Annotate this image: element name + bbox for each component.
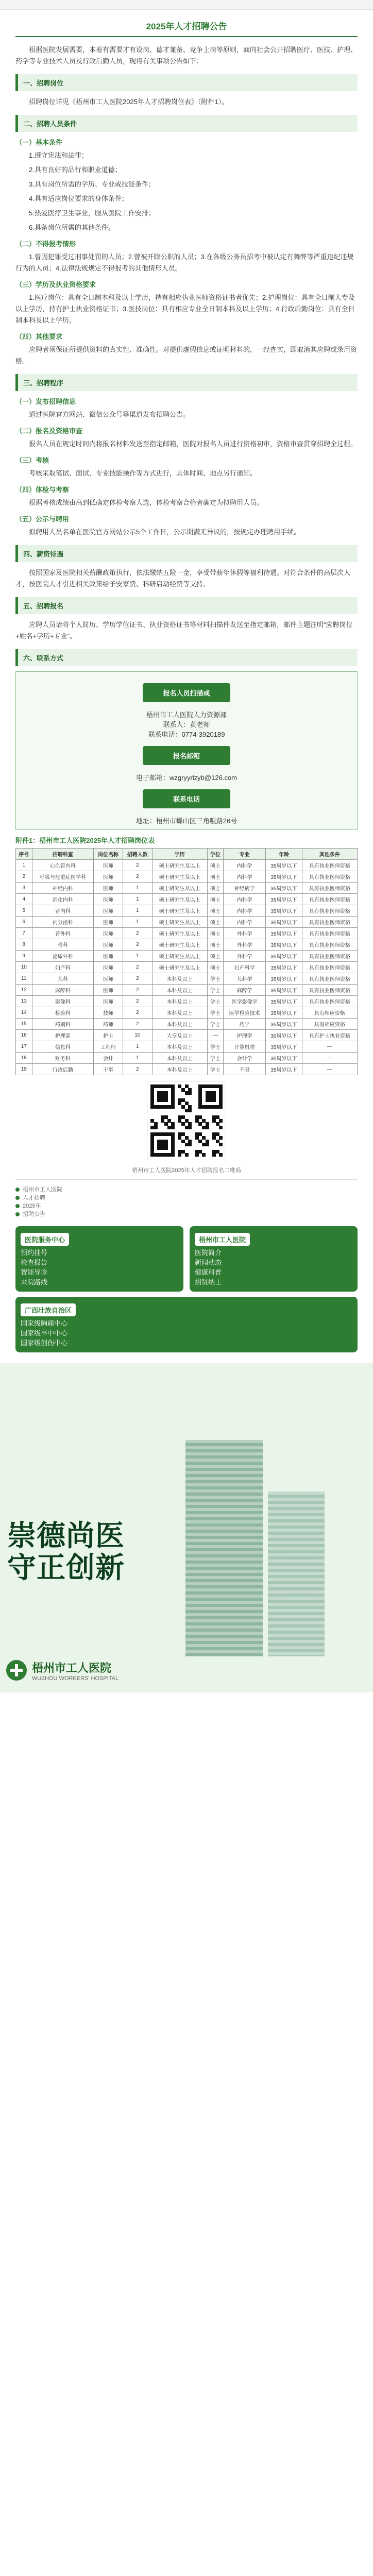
divider (15, 1179, 358, 1180)
table-cell: 医师 (94, 905, 123, 917)
table-cell: 2 (16, 871, 32, 883)
table-cell: 具有执业医师资格 (302, 985, 357, 996)
table-cell: — (302, 1064, 357, 1075)
table-cell: 外科学 (224, 928, 266, 939)
honor-item: 国家级卒中中心 (21, 1329, 68, 1337)
footer-nav (0, 1226, 373, 1352)
bullet-icon (15, 1196, 20, 1200)
table-row (16, 1019, 358, 1030)
table-cell: 2 (123, 1064, 152, 1075)
table-cell: 16 (16, 1030, 32, 1041)
table-cell: 35周岁以下 (266, 917, 302, 928)
table-cell: 硕士研究生及以上 (152, 883, 207, 894)
check-body: 根据考核成绩由高到低确定体检考察人选，体检考察合格者确定为拟聘用人员。 (29, 499, 264, 506)
table-cell: 13 (16, 996, 32, 1007)
table-cell: 35周岁以下 (266, 883, 302, 894)
meta-link[interactable]: 人才招聘 (23, 1195, 45, 1201)
table-cell: 护士 (94, 1030, 123, 1041)
table-cell: 2 (123, 996, 152, 1007)
table-header-cell: 序号 (16, 849, 32, 860)
table-cell: 麻醉学 (224, 985, 266, 996)
table-cell: — (302, 1041, 357, 1053)
table-cell: 硕士 (207, 939, 224, 951)
hospital-card-title: 梧州市工人医院 (195, 1233, 250, 1246)
table-header-cell: 年龄 (266, 849, 302, 860)
publicity-body: 拟聘用人员名单在医院官方网站公示5个工作日，公示期满无异议的，按规定办理聘用手续。 (29, 528, 301, 536)
condition-item: 5.热爱医疗卫生事业，服从医院工作安排； (29, 209, 155, 217)
table-cell: 心血管内科 (32, 860, 94, 871)
service-card-title: 医院服务中心 (21, 1233, 69, 1246)
table-cell: 本科及以上 (152, 1041, 207, 1053)
table-cell: 硕士 (207, 951, 224, 962)
table-cell: 硕士研究生及以上 (152, 871, 207, 883)
table-cell: 行政后勤 (32, 1064, 94, 1075)
table-cell: 医师 (94, 985, 123, 996)
table-cell: 硕士研究生及以上 (152, 962, 207, 973)
table-header-cell: 学历 (152, 849, 207, 860)
table-cell: 妇产科学 (224, 962, 266, 973)
table-cell: 医师 (94, 996, 123, 1007)
education-body: 1.医疗岗位：具有全日制本科及以上学历，持有相应执业医师资格证书者优先；2.护理岗位：具有全日制大专及以上学历，持有护士执业资格证书；3.医技岗位：具有相应专业全日制本科及以上学历；4.行政后勤岗位：具有全日制本科及以上学历。 (15, 294, 355, 324)
contact-unit: 梧州市工人医院人力资源部 (146, 711, 227, 719)
table-header-row (16, 849, 358, 860)
section-positions-title: 一、招聘岗位 (15, 74, 358, 91)
table-row (16, 860, 358, 871)
table-cell: 医师 (94, 939, 123, 951)
table-cell: 硕士 (207, 860, 224, 871)
table-cell: 具有执业医师资格 (302, 928, 357, 939)
table-row (16, 1053, 358, 1064)
hospital-banner (0, 1363, 373, 1692)
table-row (16, 1041, 358, 1053)
table-cell: 妇产科 (32, 962, 94, 973)
table-cell: 1 (123, 917, 152, 928)
table-cell: 9 (16, 951, 32, 962)
table-cell: 医师 (94, 883, 123, 894)
hospital-item[interactable]: 新闻动态 (195, 1259, 222, 1266)
table-cell: 硕士 (207, 928, 224, 939)
table-cell: 会计学 (224, 1053, 266, 1064)
bullet-icon (15, 1212, 20, 1216)
section-apply-title: 五、招聘报名 (15, 597, 358, 614)
process-body: 通过医院官方网站、微信公众号等渠道发布招聘公告。 (29, 411, 190, 418)
table-row (16, 962, 358, 973)
table-cell: 医师 (94, 962, 123, 973)
table-cell: 硕士 (207, 894, 224, 905)
table-cell: 35周岁以下 (266, 905, 302, 917)
table-cell: 医师 (94, 973, 123, 985)
table-cell: 儿科学 (224, 973, 266, 985)
table-cell: 神经内科 (32, 883, 94, 894)
table-cell: 14 (16, 1007, 32, 1019)
table-cell: 2 (123, 939, 152, 951)
condition-item: 1.遵守宪法和法律； (29, 151, 88, 159)
table-cell: 医学影像学 (224, 996, 266, 1007)
table-cell: 35周岁以下 (266, 1041, 302, 1053)
table-cell: 内科学 (224, 917, 266, 928)
table-cell: 呼吸与危重症医学科 (32, 871, 94, 883)
table-cell: 内科学 (224, 905, 266, 917)
table-cell: 本科及以上 (152, 973, 207, 985)
table-row (16, 871, 358, 883)
hospital-logo-icon (6, 1660, 27, 1681)
table-body (16, 860, 358, 1075)
table-cell: 11 (16, 973, 32, 985)
table-cell: 具有护士执业资格 (302, 1030, 357, 1041)
meta-link[interactable]: 梧州市工人医院 (23, 1187, 62, 1193)
positions-table (15, 848, 358, 1075)
process-subtitle: （一）发布招聘信息 (15, 398, 76, 405)
table-cell: 1 (123, 951, 152, 962)
table-cell: 骨科 (32, 939, 94, 951)
table-cell: 硕士研究生及以上 (152, 917, 207, 928)
table-cell: 硕士研究生及以上 (152, 905, 207, 917)
check-subtitle: （四）体检与考察 (15, 486, 70, 494)
table-cell: 硕士研究生及以上 (152, 894, 207, 905)
qr-caption: 梧州市工人医院2025年人才招聘报名二维码 (132, 1167, 241, 1174)
table-cell: 财务科 (32, 1053, 94, 1064)
pay-body: 按照国家及医院相关薪酬政策执行，依法缴纳五险一金，享受带薪年休假等福利待遇。对符合条件的高层次人才，按医院人才引进相关政策给予安家费、科研启动经费等支持。 (15, 569, 351, 588)
condition-item: 3.具有岗位所需的学历、专业或技能条件； (29, 180, 155, 188)
table-cell: 药剂科 (32, 1019, 94, 1030)
publicity-subtitle: （五）公示与聘用 (15, 515, 70, 523)
table-cell: 具有执业医师资格 (302, 962, 357, 973)
apply-button[interactable]: 报名人员扫描或 (143, 683, 230, 702)
table-cell: 不限 (224, 1064, 266, 1075)
table-cell: 消化内科 (32, 894, 94, 905)
table-cell: 4 (16, 894, 32, 905)
table-cell: 35周岁以下 (266, 951, 302, 962)
table-cell: 学士 (207, 1053, 224, 1064)
table-cell: 本科及以上 (152, 1064, 207, 1075)
table-cell: 35周岁以下 (266, 939, 302, 951)
slogan-line: 守正创新 (7, 1551, 125, 1584)
table-cell: 2 (123, 1019, 152, 1030)
table-cell: 5 (16, 905, 32, 917)
table-row (16, 905, 358, 917)
table-row (16, 939, 358, 951)
table-row (16, 1030, 358, 1041)
table-cell: 7 (16, 928, 32, 939)
table-cell: 护理部 (32, 1030, 94, 1041)
meta-link[interactable]: 2025年 (23, 1203, 41, 1209)
table-cell: 具有相应资格 (302, 1019, 357, 1030)
table-cell: 3 (16, 883, 32, 894)
table-cell: 硕士 (207, 883, 224, 894)
table-cell: 医师 (94, 860, 123, 871)
exam-body: 考核采取笔试、面试、专业技能操作等方式进行，具体时间、地点另行通知。 (29, 469, 257, 477)
meta-link[interactable]: 招聘公告 (23, 1211, 45, 1217)
table-cell: 硕士 (207, 917, 224, 928)
table-header-cell: 其他条件 (302, 849, 357, 860)
table-cell: 硕士 (207, 871, 224, 883)
table-cell: 35周岁以下 (266, 1064, 302, 1075)
table-cell: — (302, 1053, 357, 1064)
table-cell: 会计 (94, 1053, 123, 1064)
section-contact-title: 六、联系方式 (15, 649, 358, 666)
table-cell: 干事 (94, 1064, 123, 1075)
table-header-cell: 招聘人数 (123, 849, 152, 860)
table-cell: 外科学 (224, 951, 266, 962)
table-cell: 具有执业医师资格 (302, 951, 357, 962)
section-process-title: 三、招聘程序 (15, 374, 358, 391)
table-cell: 19 (16, 1064, 32, 1075)
table-header-cell: 岗位名称 (94, 849, 123, 860)
table-cell: 医师 (94, 894, 123, 905)
intro-paragraph: 根据医院发展需要，本着有需要才有设岗、德才兼备、竞争上岗等原则，面向社会公开招聘医疗、医技、护理、药学等专业技术人员及行政后勤人员，现将有关事项公告如下： (15, 46, 358, 65)
service-item[interactable]: 检查报告 (21, 1259, 48, 1266)
table-cell: 学士 (207, 985, 224, 996)
bullet-icon (15, 1204, 20, 1208)
table-cell: 2 (123, 973, 152, 985)
hospital-item[interactable]: 健康科普 (195, 1268, 222, 1276)
special-body: 应聘者须保证所提供资料的真实性、准确性。对提供虚假信息或证明材料的，一经查实，即取消其应聘或录用资格。 (15, 346, 358, 365)
table-cell: 儿科 (32, 973, 94, 985)
table-cell: 药师 (94, 1019, 123, 1030)
table-cell: 学士 (207, 996, 224, 1007)
table-cell: 学士 (207, 1064, 224, 1075)
table-cell: 硕士研究生及以上 (152, 939, 207, 951)
table-cell: 肾内科 (32, 905, 94, 917)
table-row (16, 928, 358, 939)
honor-item: 国家级胸痛中心 (21, 1319, 68, 1327)
table-cell: 硕士 (207, 962, 224, 973)
service-item[interactable]: 来院路线 (21, 1278, 48, 1286)
education-subtitle: （三）学历及执业资格要求 (15, 281, 96, 289)
table-cell: 2 (123, 962, 152, 973)
table-cell: 本科及以上 (152, 1053, 207, 1064)
section-positions-body: 招聘岗位详见《梧州市工人医院2025年人才招聘岗位表》（附件1）。 (29, 98, 229, 106)
table-cell: 本科及以上 (152, 1019, 207, 1030)
table-cell: 1 (123, 1053, 152, 1064)
table-cell: 6 (16, 917, 32, 928)
hospital-item[interactable]: 招贤纳士 (195, 1278, 222, 1286)
table-cell: 2 (123, 871, 152, 883)
condition-item: 4.具有适应岗位要求的身体条件； (29, 195, 128, 202)
bullet-icon (15, 1188, 20, 1192)
honor-item: 国家级创伤中心 (21, 1339, 68, 1347)
table-cell: 17 (16, 1041, 32, 1053)
phone-button[interactable]: 联系电话 (143, 789, 230, 808)
table-cell: 具有执业医师资格 (302, 973, 357, 985)
table-cell: 具有执业医师资格 (302, 871, 357, 883)
table-cell: 35周岁以下 (266, 871, 302, 883)
table-row (16, 1064, 358, 1075)
honor-card (15, 1297, 358, 1352)
table-cell: 18 (16, 1053, 32, 1064)
table-cell: 麻醉科 (32, 985, 94, 996)
table-cell: 医师 (94, 951, 123, 962)
table-cell: 35周岁以下 (266, 996, 302, 1007)
review-body: 报名人员在规定时间内将报名材料发送至指定邮箱，医院对报名人员进行资格初审，资格审查贯穿招聘全过程。 (29, 440, 358, 448)
table-cell: 本科及以上 (152, 996, 207, 1007)
email-button[interactable]: 报名邮箱 (143, 746, 230, 765)
not-allowed-subtitle: （二）不得报考情形 (15, 240, 76, 248)
table-row (16, 985, 358, 996)
table-cell: — (207, 1030, 224, 1041)
condition-item: 6.具备岗位所需的其他条件。 (29, 224, 115, 231)
table-cell: 2 (123, 985, 152, 996)
table-header-cell: 学位 (207, 849, 224, 860)
contact-email[interactable]: 电子邮箱：wzgryyrlzyb@126.com (136, 774, 237, 782)
content (0, 44, 373, 1218)
table-header-cell: 专业 (224, 849, 266, 860)
table-cell: 10 (123, 1030, 152, 1041)
special-subtitle: （四）其他要求 (15, 333, 63, 341)
top-bar (0, 0, 373, 10)
table-cell: 药学 (224, 1019, 266, 1030)
review-subtitle: （二）报名及资格审查 (15, 427, 83, 435)
page-title: 2025年人才招聘公告 (15, 10, 358, 37)
table-cell: 泌尿外科 (32, 951, 94, 962)
table-cell: 10 (16, 962, 32, 973)
table-row (16, 894, 358, 905)
table-cell: 具有执业医师资格 (302, 860, 357, 871)
hospital-name: 梧州市工人医院 (32, 1661, 112, 1674)
table-cell: 2 (123, 1007, 152, 1019)
table-cell: 1 (123, 883, 152, 894)
table-cell: 1 (123, 905, 152, 917)
contact-phone: 联系电话：0774-3920189 (148, 731, 225, 738)
table-cell: 具有执业医师资格 (302, 996, 357, 1007)
table-cell: 医师 (94, 928, 123, 939)
service-card (15, 1226, 183, 1292)
contact-address: 地址：梧州市蝶山区三角咀路26号 (135, 817, 238, 825)
table-cell: 技师 (94, 1007, 123, 1019)
table-cell: 硕士研究生及以上 (152, 928, 207, 939)
hospital-card (190, 1226, 358, 1292)
table-cell: 本科及以上 (152, 1007, 207, 1019)
condition-item: 2.具有良好的品行和职业道德； (29, 166, 122, 174)
table-cell: 外科学 (224, 939, 266, 951)
table-cell: 学士 (207, 1007, 224, 1019)
table-cell: 医师 (94, 871, 123, 883)
qr-code[interactable] (147, 1081, 226, 1160)
hospital-tower-illustration (185, 1440, 263, 1656)
table-cell: 学士 (207, 973, 224, 985)
table-row (16, 973, 358, 985)
table-cell: 神经病学 (224, 883, 266, 894)
hospital-item[interactable]: 医院简介 (195, 1249, 222, 1257)
table-cell: 具有相应资格 (302, 1007, 357, 1019)
table-cell: 35周岁以下 (266, 1019, 302, 1030)
table-cell: 8 (16, 939, 32, 951)
contact-person: 联系人：黄老师 (163, 721, 210, 728)
meta-links (15, 1185, 358, 1218)
table-cell: 计算机类 (224, 1041, 266, 1053)
table-cell: 35周岁以下 (266, 928, 302, 939)
table-cell: 1 (16, 860, 32, 871)
conditions-subtitle: （一）基本条件 (15, 139, 63, 146)
table-cell: 具有执业医师资格 (302, 883, 357, 894)
table-cell: 35周岁以下 (266, 973, 302, 985)
table-cell: 2 (123, 928, 152, 939)
exam-subtitle: （三）考核 (15, 456, 49, 464)
table-cell: 35周岁以下 (266, 962, 302, 973)
table-cell: 硕士研究生及以上 (152, 860, 207, 871)
table-cell: 影像科 (32, 996, 94, 1007)
hospital-logo (6, 1657, 367, 1683)
annex-title: 附件1：梧州市工人医院2025年人才招聘岗位表 (15, 837, 155, 844)
service-item[interactable]: 智能导诊 (21, 1268, 48, 1276)
table-cell: 35周岁以下 (266, 860, 302, 871)
section-pay-title: 四、薪资待遇 (15, 545, 358, 562)
hospital-english-name: WUZHOU WORKERS' HOSPITAL (32, 1675, 119, 1682)
table-cell: 1 (123, 1041, 152, 1053)
table-cell: 普外科 (32, 928, 94, 939)
table-cell: 内科学 (224, 894, 266, 905)
table-cell: 医学检验技术 (224, 1007, 266, 1019)
service-item[interactable]: 预约挂号 (21, 1249, 48, 1257)
table-cell: 硕士研究生及以上 (152, 951, 207, 962)
table-cell: 工程师 (94, 1041, 123, 1053)
table-cell: 35周岁以下 (266, 894, 302, 905)
table-cell: 医师 (94, 917, 123, 928)
table-row (16, 883, 358, 894)
table-cell: 硕士 (207, 905, 224, 917)
table-cell: 2 (123, 860, 152, 871)
table-cell: 具有执业医师资格 (302, 905, 357, 917)
slogan (7, 1520, 177, 1584)
table-cell: 35周岁以下 (266, 1053, 302, 1064)
hospital-building-illustration (268, 1492, 325, 1656)
table-cell: 30周岁以下 (266, 1030, 302, 1041)
table-cell: 35周岁以下 (266, 985, 302, 996)
table-cell: 15 (16, 1019, 32, 1030)
contact-box (15, 671, 358, 830)
table-cell: 内分泌科 (32, 917, 94, 928)
table-cell: 具有执业医师资格 (302, 894, 357, 905)
table-cell: 1 (123, 894, 152, 905)
table-cell: 35周岁以下 (266, 1007, 302, 1019)
not-allowed-body: 1.曾因犯罪受过刑事处罚的人员；2.曾被开除公职的人员；3.在各级公务员招考中被认定有舞弊等严重违纪违规行为的人员；4.法律法规规定不得报考的其他情形人员。 (15, 253, 354, 272)
table-cell: 内科学 (224, 860, 266, 871)
table-cell: 具有执业医师资格 (302, 917, 357, 928)
table-row (16, 996, 358, 1007)
table-row (16, 1007, 358, 1019)
table-cell: 本科及以上 (152, 985, 207, 996)
table-cell: 具有执业医师资格 (302, 939, 357, 951)
table-row (16, 917, 358, 928)
table-cell: 信息科 (32, 1041, 94, 1053)
table-header-cell: 招聘科室 (32, 849, 94, 860)
honor-card-title: 广西壮族自治区 (21, 1303, 76, 1316)
table-row (16, 951, 358, 962)
slogan-line: 崇德尚医 (7, 1519, 125, 1552)
section-conditions-title: 二、招聘人员条件 (15, 115, 358, 132)
apply-body: 应聘人员请将个人简历、学历学位证书、执业资格证书等材料扫描件发送至指定邮箱，邮件主题注明“应聘岗位+姓名+学历+专业”。 (15, 621, 353, 640)
table-cell: 大专及以上 (152, 1030, 207, 1041)
table-cell: 12 (16, 985, 32, 996)
table-cell: 学士 (207, 1019, 224, 1030)
table-cell: 学士 (207, 1041, 224, 1053)
table-cell: 检验科 (32, 1007, 94, 1019)
table-cell: 护理学 (224, 1030, 266, 1041)
table-cell: 内科学 (224, 871, 266, 883)
